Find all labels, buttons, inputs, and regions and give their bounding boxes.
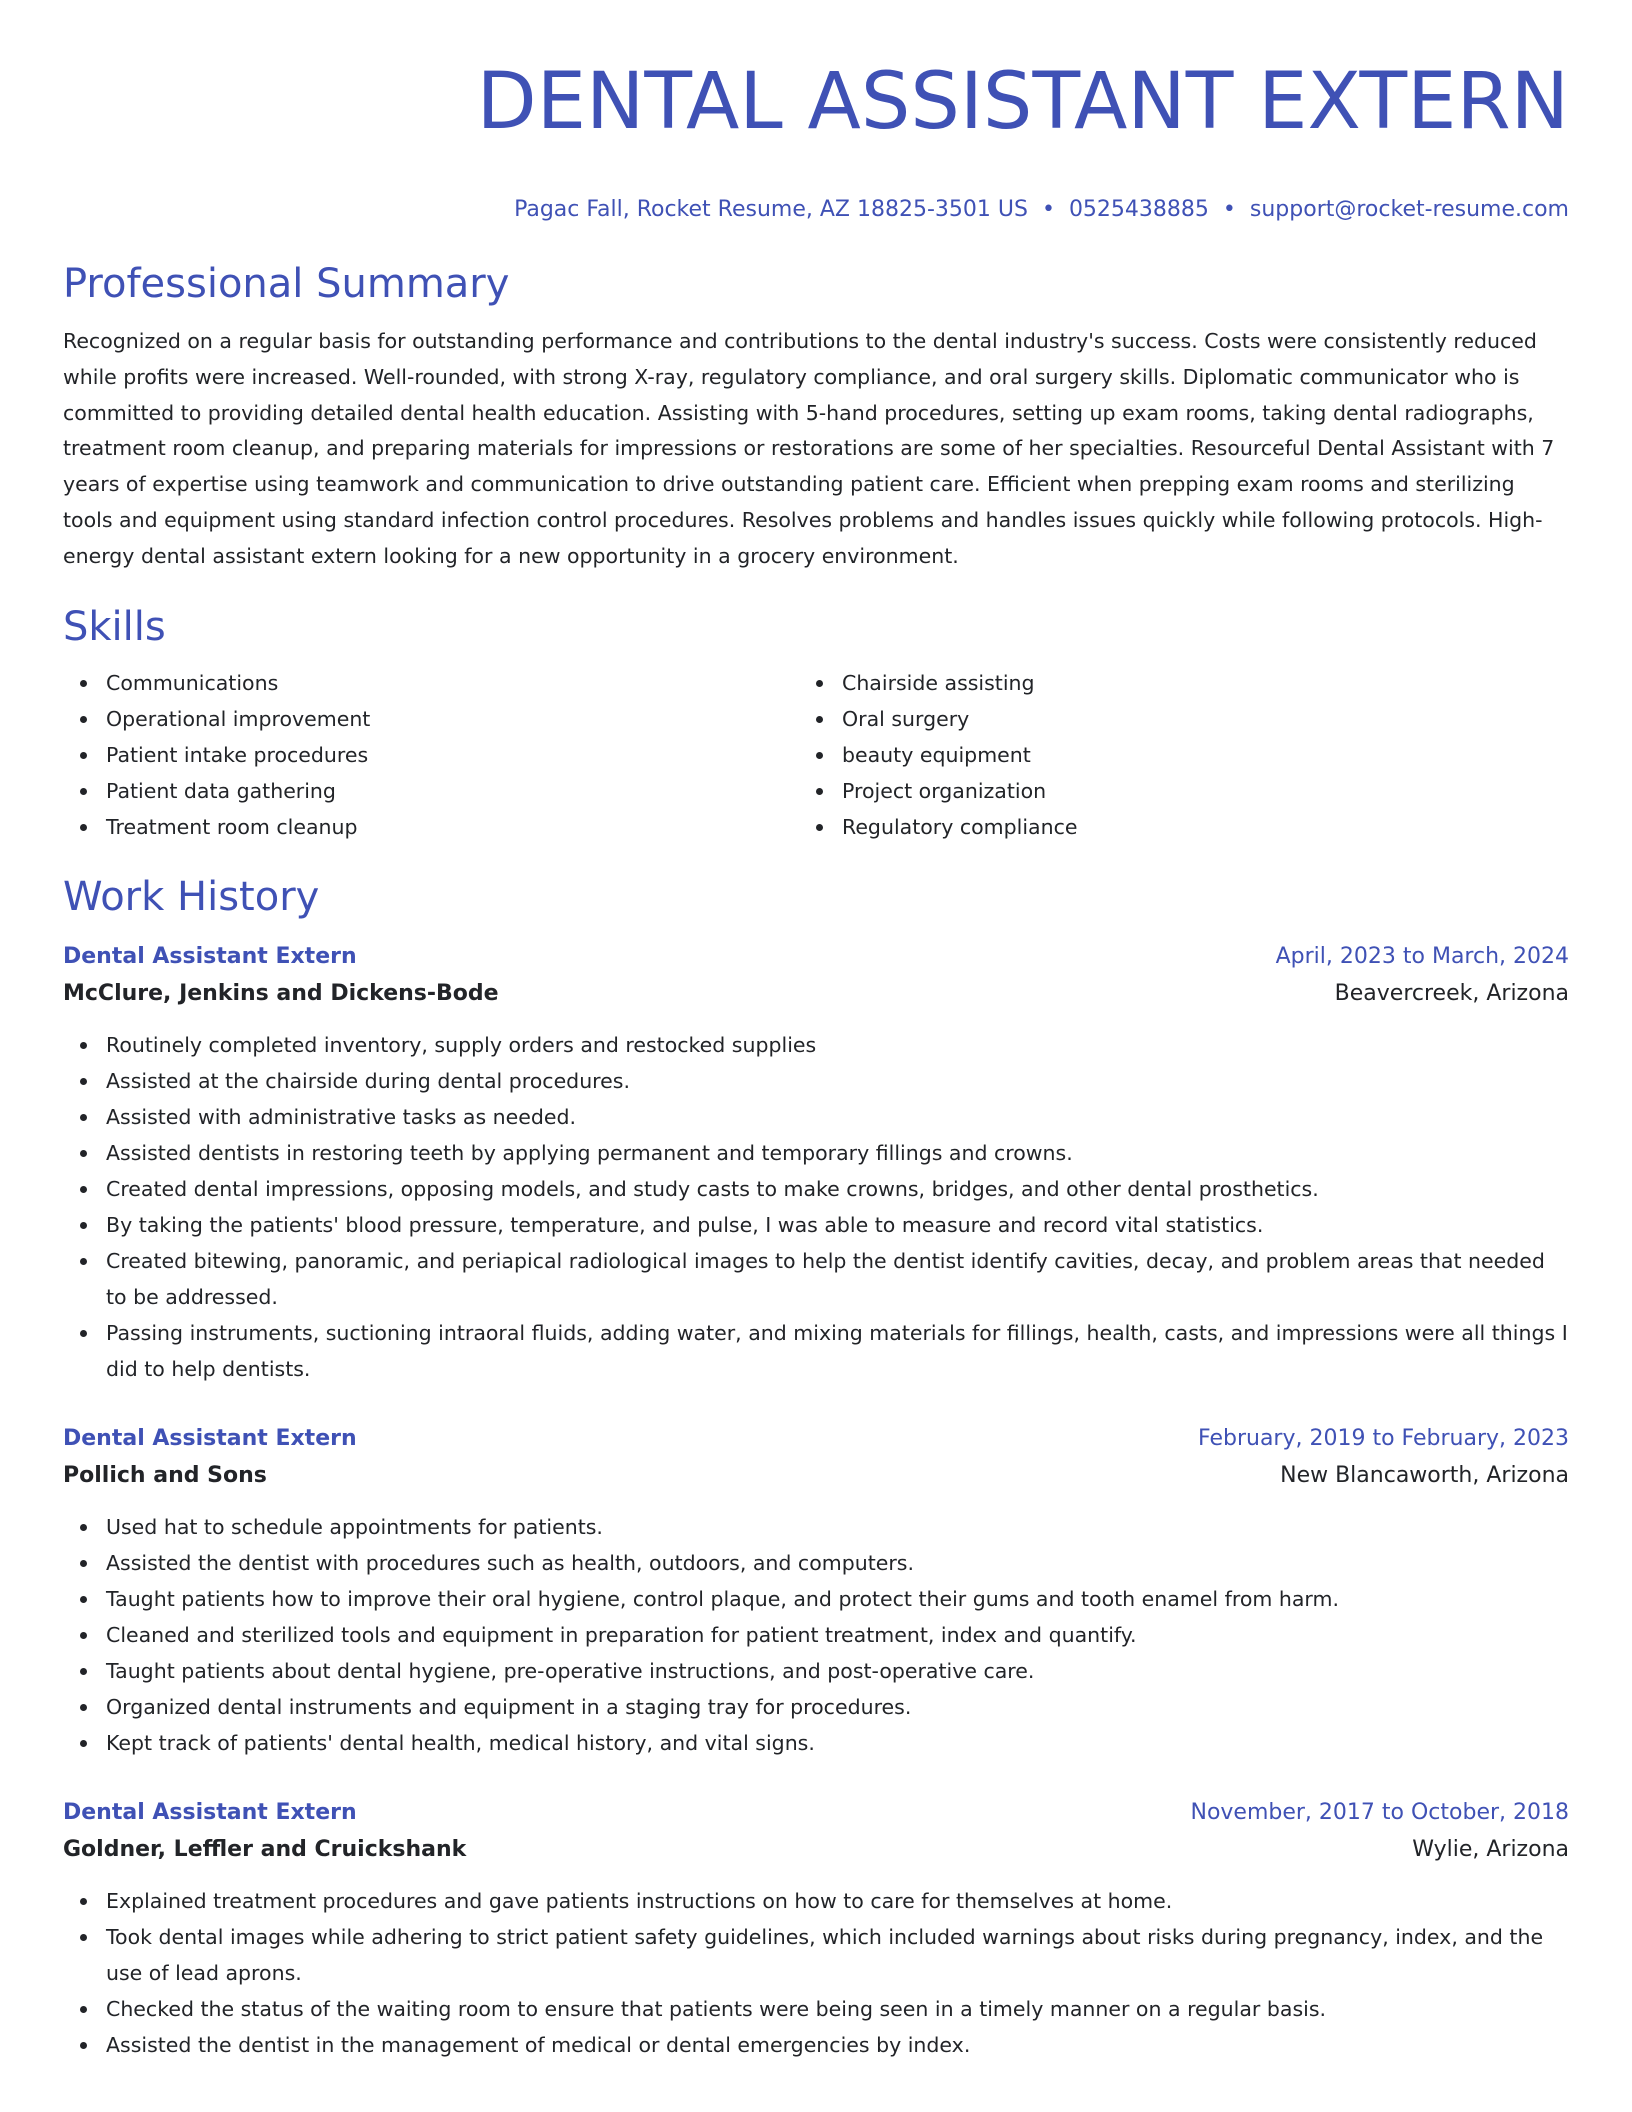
bullet-icon: [80, 1150, 87, 1157]
job-duty-item: [63, 1509, 1569, 1545]
skills-left-column: [63, 665, 799, 845]
list-item-text: Taught patients about dental hygiene, pre-operative instructions, and post-operative care.: [106, 1658, 1035, 1683]
bullet-icon: [80, 1222, 87, 1229]
job-header-row: [63, 939, 1569, 975]
contact-phone[interactable]: 0525438885: [1068, 197, 1209, 222]
list-item-text: Patient intake procedures: [106, 742, 369, 767]
contact-separator: •: [1041, 197, 1055, 222]
list-item-text: Oral surgery: [842, 706, 970, 731]
job-duty-item: [63, 1725, 1569, 1761]
job-location: Beavercreek, Arizona: [1334, 980, 1569, 1006]
job-duty-item: [63, 1099, 1569, 1135]
job-duty-item: [63, 1581, 1569, 1617]
list-item-text: Regulatory compliance: [842, 814, 1078, 839]
list-item-text: Chairside assisting: [842, 670, 1035, 695]
list-item-text: Operational improvement: [106, 706, 371, 731]
bullet-icon: [80, 1258, 87, 1265]
job-duty-item: [63, 1919, 1569, 1991]
list-item-text: Organized dental instruments and equipment in a staging tray for procedures.: [106, 1694, 912, 1719]
bullet-icon: [816, 680, 823, 687]
job-company: McClure, Jenkins and Dickens-Bode: [63, 980, 499, 1006]
skills-heading: Skills: [63, 603, 166, 650]
list-item-text: Cleaned and sterilized tools and equipment in preparation for patient treatment, index and quantify.: [106, 1622, 1137, 1647]
job-duty-item: [63, 1171, 1569, 1207]
job-company: Goldner, Leffler and Cruickshank: [63, 1836, 467, 1862]
job-duty-item: [63, 1883, 1569, 1919]
job-entry: [63, 1421, 1569, 1761]
job-duties-list: [63, 1027, 1569, 1387]
list-item-text: beauty equipment: [842, 742, 1031, 767]
list-item-text: Kept track of patients' dental health, medical history, and vital signs.: [106, 1730, 815, 1755]
bullet-icon: [80, 1330, 87, 1337]
job-duty-item: [63, 1027, 1569, 1063]
job-header-row: [63, 1421, 1569, 1457]
list-item-text: Patient data gathering: [106, 778, 336, 803]
bullet-icon: [80, 1668, 87, 1675]
job-company-row: [63, 975, 1569, 1013]
skill-item: [799, 701, 1535, 737]
list-item-text: Used hat to schedule appointments for patients.: [106, 1514, 603, 1539]
list-item-text: Assisted the dentist with procedures such as health, outdoors, and computers.: [106, 1550, 914, 1575]
job-duty-item: [63, 1135, 1569, 1171]
job-location: Wylie, Arizona: [1412, 1836, 1569, 1862]
bullet-icon: [80, 1596, 87, 1603]
bullet-icon: [816, 788, 823, 795]
skills-right-column: [799, 665, 1535, 845]
job-title: Dental Assistant Extern: [63, 1425, 357, 1451]
job-duty-item: [63, 1617, 1569, 1653]
list-item-text: Assisted the dentist in the management of medical or dental emergencies by index.: [106, 2032, 971, 2057]
list-item-text: Taught patients how to improve their oral hygiene, control plaque, and protect their gums and tooth enamel from harm.: [106, 1586, 1339, 1611]
skill-item: [63, 737, 799, 773]
bullet-icon: [80, 1078, 87, 1085]
job-dates: February, 2019 to February, 2023: [1198, 1425, 1569, 1451]
bullet-icon: [80, 2042, 87, 2049]
bullet-icon: [80, 1524, 87, 1531]
contact-address: Pagac Fall, Rocket Resume, AZ 18825-3501 US: [514, 197, 1028, 222]
contact-email[interactable]: support@rocket-resume.com: [1249, 197, 1569, 222]
skill-item: [63, 773, 799, 809]
list-item-text: Project organization: [842, 778, 1047, 803]
skill-item: [63, 701, 799, 737]
job-company-row: [63, 1831, 1569, 1869]
job-duty-item: [63, 1207, 1569, 1243]
list-item-text: Assisted with administrative tasks as needed.: [106, 1104, 577, 1129]
bullet-icon: [816, 752, 823, 759]
job-duty-item: [63, 1315, 1569, 1387]
summary-heading: Professional Summary: [63, 261, 510, 307]
bullet-icon: [80, 788, 87, 795]
bullet-icon: [80, 1186, 87, 1193]
list-item-text: Passing instruments, suctioning intraoral fluids, adding water, and mixing materials for fillings, health, casts, and impressions were all things I did to help dentists.: [106, 1320, 1568, 1381]
bullet-icon: [816, 716, 823, 723]
bullet-icon: [80, 1934, 87, 1941]
contact-line: [63, 194, 1569, 226]
job-entry: [63, 939, 1569, 1387]
bullet-icon: [80, 1042, 87, 1049]
skill-item: [63, 665, 799, 701]
list-item-text: By taking the patients' blood pressure, temperature, and pulse, I was able to measure and record vital statistics.: [106, 1212, 1264, 1237]
job-company-row: [63, 1457, 1569, 1495]
job-duty-item: [63, 1689, 1569, 1725]
job-duty-item: [63, 1243, 1569, 1315]
bullet-icon: [80, 1898, 87, 1905]
skill-item: [63, 809, 799, 845]
skill-item: [799, 737, 1535, 773]
bullet-icon: [80, 752, 87, 759]
list-item-text: Assisted dentists in restoring teeth by applying permanent and temporary fillings and crowns.: [106, 1140, 1073, 1165]
bullet-icon: [80, 1740, 87, 1747]
job-duty-item: [63, 1991, 1569, 2027]
job-duty-item: [63, 1653, 1569, 1689]
list-item-text: Took dental images while adhering to strict patient safety guidelines, which included warnings about risks during pregnancy, index, and the use of lead aprons.: [106, 1924, 1544, 1985]
job-duty-item: [63, 1063, 1569, 1099]
summary-text: Recognized on a regular basis for outstanding performance and contributions to the dental industry's success. Costs were consistently reduced while profits were increased. Well-rounded, with strong X-ray, regulatory compliance, and oral surgery skills. Diplomatic communicator who is committed to providing detailed dental health education. Assisting with 5-hand procedures, setting up exam rooms, taking dental radiographs, treatment room cleanup, and preparing materials for impressions or restorations are some of her specialties. Resourceful Dental Assistant with 7 years of expertise using teamwork and communication to drive outstanding patient care. Efficient when prepping exam rooms and sterilizing tools and equipment using standard infection control procedures. Resolves problems and handles issues quickly while following protocols. High-energy dental assistant extern looking for a new opportunity in a grocery environment.: [63, 329, 1555, 568]
job-duty-item: [63, 1545, 1569, 1581]
list-item-text: Assisted at the chairside during dental procedures.: [106, 1068, 630, 1093]
work-history-list: [63, 939, 1569, 2063]
job-entry: [63, 1795, 1569, 2063]
bullet-icon: [80, 1560, 87, 1567]
list-item-text: Communications: [106, 670, 279, 695]
job-company: Pollich and Sons: [63, 1462, 267, 1488]
skill-item: [799, 773, 1535, 809]
bullet-icon: [80, 1632, 87, 1639]
bullet-icon: [80, 1114, 87, 1121]
job-title: Dental Assistant Extern: [63, 1799, 357, 1825]
bullet-icon: [80, 824, 87, 831]
bullet-icon: [80, 2006, 87, 2013]
job-dates: November, 2017 to October, 2018: [1190, 1799, 1569, 1825]
list-item-text: Routinely completed inventory, supply orders and restocked supplies: [106, 1032, 817, 1057]
job-title: Dental Assistant Extern: [63, 943, 357, 969]
resume-title: DENTAL ASSISTANT EXTERN: [476, 57, 1569, 147]
job-header-row: [63, 1795, 1569, 1831]
job-dates: April, 2023 to March, 2024: [1275, 943, 1569, 969]
bullet-icon: [80, 1704, 87, 1711]
list-item-text: Created dental impressions, opposing models, and study casts to make crowns, bridges, and other dental prosthetics.: [106, 1176, 1319, 1201]
contact-separator: •: [1222, 197, 1236, 222]
list-item-text: Created bitewing, panoramic, and periapical radiological images to help the dentist identify cavities, decay, and problem areas that needed to be addressed.: [106, 1248, 1545, 1309]
skill-item: [799, 809, 1535, 845]
skills-grid: [63, 665, 1569, 845]
job-location: New Blancaworth, Arizona: [1280, 1462, 1569, 1488]
job-duties-list: [63, 1883, 1569, 2063]
skill-item: [799, 665, 1535, 701]
list-item-text: Checked the status of the waiting room to ensure that patients were being seen in a timely manner on a regular basis.: [106, 1996, 1327, 2021]
bullet-icon: [80, 680, 87, 687]
bullet-icon: [80, 716, 87, 723]
list-item-text: Explained treatment procedures and gave patients instructions on how to care for themselves at home.: [106, 1888, 1173, 1913]
bullet-icon: [816, 824, 823, 831]
list-item-text: Treatment room cleanup: [106, 814, 358, 839]
job-duty-item: [63, 2027, 1569, 2063]
job-duties-list: [63, 1509, 1569, 1761]
work-history-heading: Work History: [63, 873, 320, 920]
